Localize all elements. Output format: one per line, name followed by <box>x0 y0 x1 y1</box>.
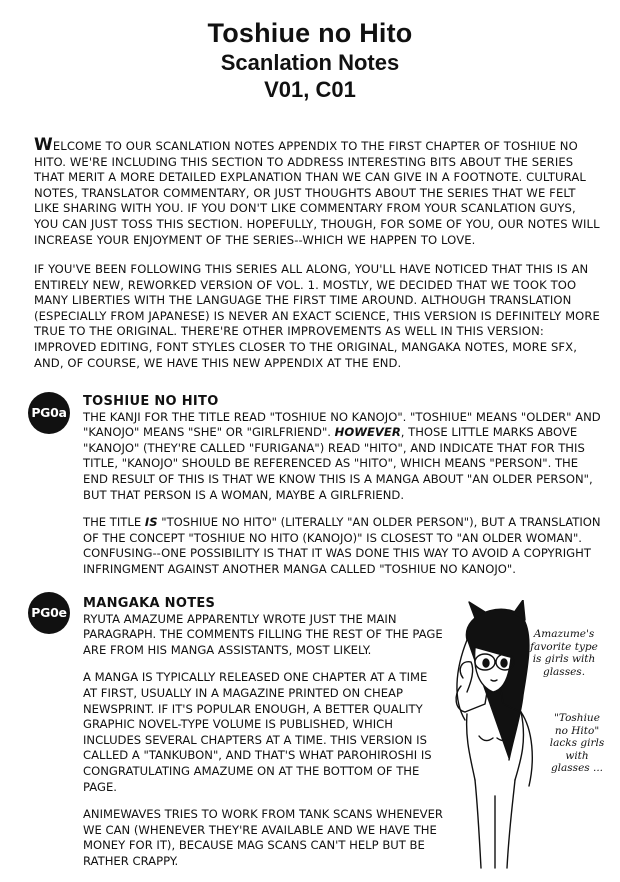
section-paragraph <box>83 410 603 504</box>
page-badge-pg0a: PG0a <box>28 392 70 434</box>
section-title: TOSHIUE NO HITO <box>83 394 219 409</box>
intro-paragraph-2: IF YOU'VE BEEN FOLLOWING THIS SERIES ALL ALONG, YOU'LL HAVE NOTICED THAT THIS IS AN ENTIRELY NEW, REWORKED VERSION OF VOL. 1. MOSTLY, WE DECIDED THAT WE TOOK TOO MANY LIBERTIES WITH THE LANGUAGE THE FIRST TIME AROUND. ALTHOUGH TRANSLATION (ESPECIALLY FROM JAPANESE) IS NEVER AN EXACT SCIENCE, THIS VERSION IS DEFINITELY MORE TRUE TO THE ORIGINAL. THERE'RE OTHER IMPROVEMENTS AS WELL IN THIS VERSION: IMPROVED EDITING, FONT STYLES CLOSER TO THE ORIGINAL, MANGAKA NOTES, MORE SFX, AND, OF COURSE, WE HAVE THIS NEW APPENDIX AT THE END. <box>34 262 600 370</box>
section-paragraph: ANIMEWAVES TRIES TO WORK FROM TANK SCANS WHENEVER WE CAN (WHENEVER THEY'RE AVAILABLE AND WE HAVE THE MONEY FOR IT), BECAUSE MAG SCANS CAN'T HELP BUT BE RATHER CRAPPY. <box>83 807 443 868</box>
page-header <box>0 18 620 103</box>
section-paragraph <box>83 515 603 577</box>
volume-chapter: V01, C01 <box>264 77 356 102</box>
intro-paragraph-1 <box>34 135 600 248</box>
text-run: "TOSHIUE NO HITO" (LITERALLY "AN OLDER PERSON"), BUT A TRANSLATION OF THE CONCEPT "TOSHIUE NO HITO (KANOJO)" IS CLOSEST TO "AN OLDER WOMAN". CONFUSING--ONE POSSIBILITY IS THAT IT WAS DONE THIS WAY TO AVOID A COPYRIGHT INFRINGMENT AGAINST ANOTHER MANGA CALLED "TOSHIUE NO KANOJO". <box>83 515 601 576</box>
intro-paragraph-1-text: ELCOME TO OUR SCANLATION NOTES APPENDIX TO THE FIRST CHAPTER OF TOSHIUE NO HITO. WE'RE INCLUDING THIS SECTION TO ADDRESS INTERESTING BITS ABOUT THE SERIES THAT MERIT A MORE DETAILED EXPLANATION THAN WE CAN GIVE IN A FOOTNOTE. CULTURAL NOTES, TRANSLATOR COMMENTARY, OR JUST THOUGHTS ABOUT THE SERIES THAT WE FELT LIKE SHARING WITH YOU. IF YOU DON'T LIKE COMMENTARY FROM YOUR SCANLATION GUYS, YOU CAN JUST TOSS THIS SECTION. HOPEFULLY, THOUGH, FOR SOME OF YOU, OUR NOTES WILL INCREASE YOUR ENJOYMENT OF THE SERIES--WHICH WE HAPPEN TO LOVE. <box>34 139 600 247</box>
page-title: Toshiue no Hito <box>207 18 413 48</box>
page-subtitle: Scanlation Notes <box>220 50 400 75</box>
section-paragraph: A MANGA IS TYPICALLY RELEASED ONE CHAPTER AT A TIME AT FIRST, USUALLY IN A MAGAZINE PRINTED ON CHEAP NEWSPRINT. IF IT'S POPULAR ENOUGH, A BETTER QUALITY GRAPHIC NOVEL-TYPE VOLUME IS PUBLISHED, WHICH INCLUDES SEVERAL CHAPTERS AT A TIME. THIS VERSION IS CALLED A "TANKUBON", AND THAT'S WHAT PAROHIROSHI IS CONGRATULATING AMAZUME ON AT THE BOTTOM OF THE PAGE. <box>83 670 432 794</box>
assistant-note-lacks-glasses: "Toshiue no Hito" lacks girls with glasses ... <box>549 712 605 774</box>
page-badge-pg0e: PG0e <box>28 592 70 634</box>
emphasis-is: IS <box>144 515 158 530</box>
section-mangaka-notes <box>83 596 443 882</box>
section-paragraph: RYUTA AMAZUME APPARENTLY WROTE JUST THE MAIN PARAGRAPH. THE COMMENTS FILLING THE REST OF THE PAGE ARE FROM HIS MANGA ASSISTANTS, MOST LIKELY. <box>83 611 443 657</box>
assistant-note-favorite-type: Amazume's favorite type is girls with glasses. <box>530 628 598 678</box>
text-run: , THOSE LITTLE MARKS ABOVE "KANOJO" (THEY'RE CALLED "FURIGANA") READ "HITO", AND INDICATE THAT FOR THIS TITLE, "KANOJO" SHOULD BE REFERENCED AS "HITO", WHICH MEANS "PERSON". THE END RESULT OF THIS IS THAT WE KNOW THIS IS A MANGA ABOUT "AN OLDER PERSON", BUT THAT PERSON IS A WOMAN, MAYBE A GIRLFRIEND. <box>83 425 593 502</box>
text-run: THE TITLE <box>83 515 145 530</box>
text-run: THE KANJI FOR THE TITLE READ "TOSHIUE NO KANOJO". "TOSHIUE" MEANS "OLDER" AND "KANOJO" MEANS "SHE" OR "GIRLFRIEND". <box>83 409 601 440</box>
section-title: MANGAKA NOTES <box>83 596 216 611</box>
emphasis-however: HOWEVER <box>334 425 401 440</box>
section-toshiue-no-hito <box>83 394 603 590</box>
dropcap: W <box>34 135 53 155</box>
